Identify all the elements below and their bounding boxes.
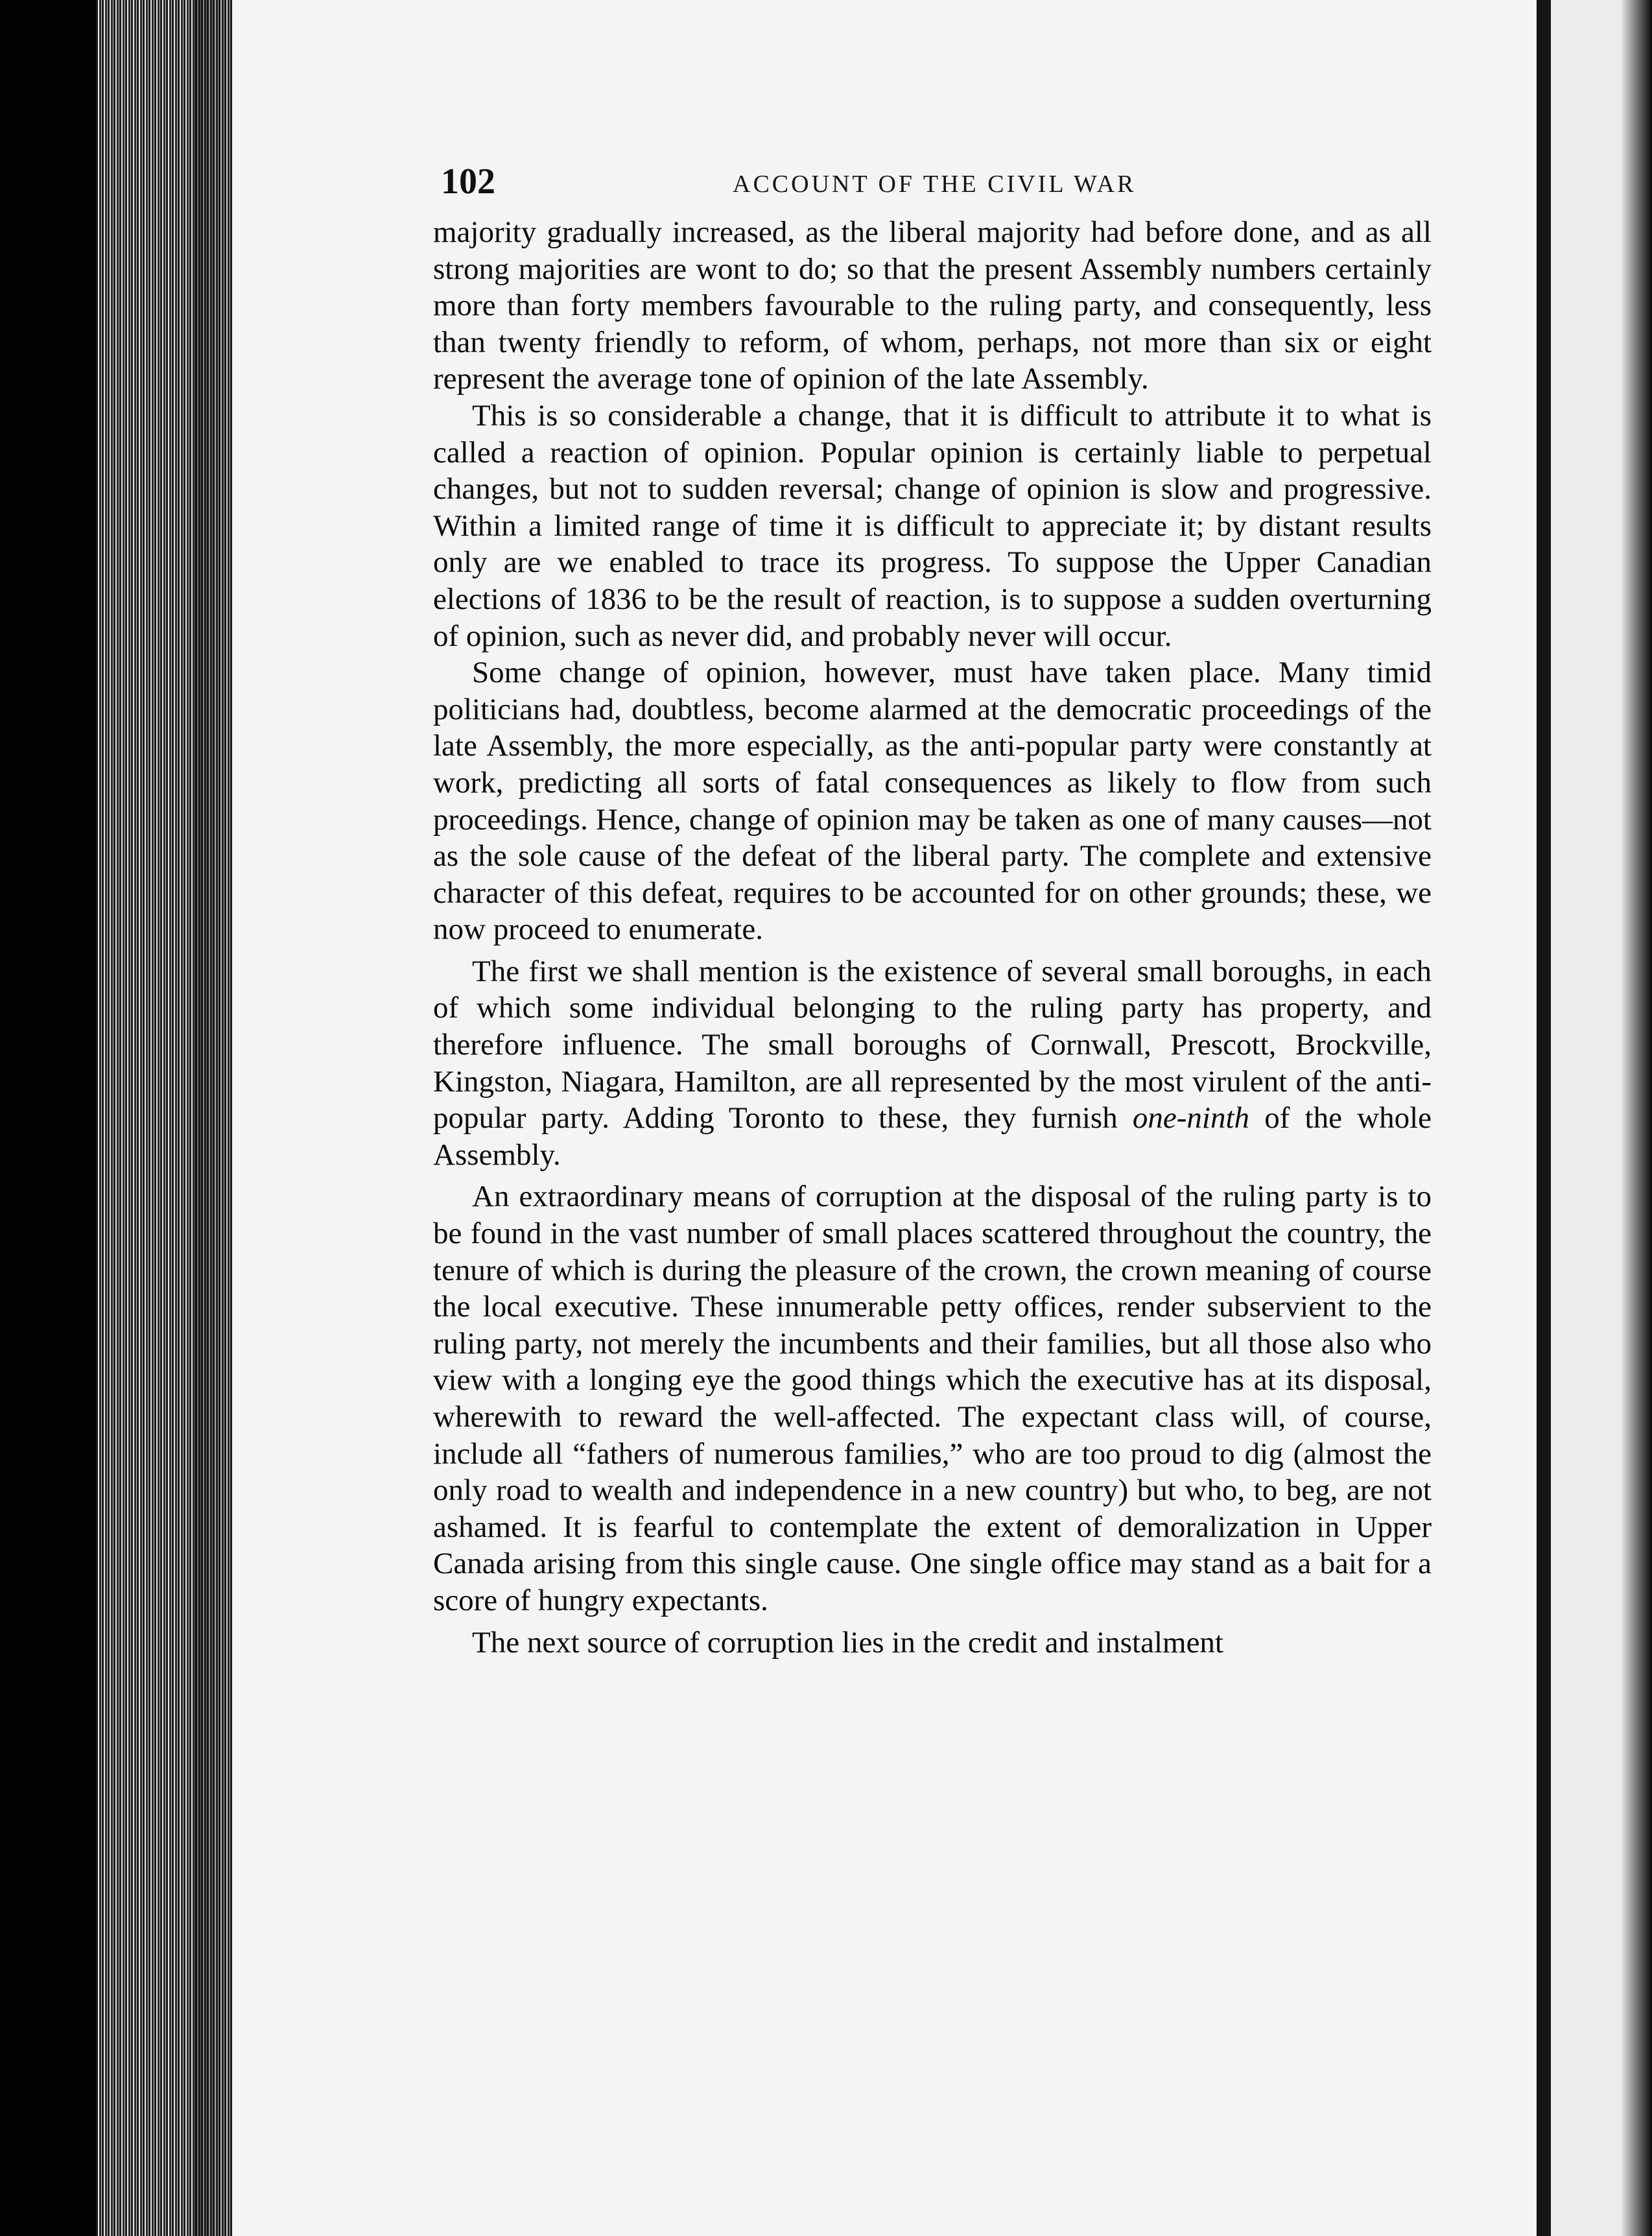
page-number: 102 [441, 161, 495, 202]
paragraph-4-italic: one-ninth [1132, 1101, 1250, 1136]
paragraph-1: majority gradually increased, as the liberal majority had before done, and as all strong majorities are wont to do; so that the present Assembly numbers certainly more than forty members favourable to the ruling party, and consequently, less than twenty friendly to reform, of whom, perhaps, not more than six or eight represent the average tone of opinion of the late Assembly. [433, 215, 1432, 396]
paragraph-5: An extraordinary means of corruption at the disposal of the ruling party is to be found in the vast number of small places scattered throughout the country, the tenure of which is during the pleasure of the crown, the crown meaning of course the local executive. These innumerable petty offices, render subservient to the ruling party, not merely the incumbents and their families, but all those also who view with a longing eye the good things which the executive has at its disposal, wherewith to reward the well-affected. The expectant class will, of course, include all “fathers of numerous families,” who are too proud to dig (almost the only road to wealth and independence in a new country) but who, to beg, are not ashamed. It is fearful to contemplate the extent of demoralization in Upper Canada arising from this single cause. One single office may stand as a bait for a score of hungry expectants. [433, 1180, 1432, 1617]
page-edge-shadow [195, 0, 233, 2236]
book-gutter [1537, 0, 1551, 2236]
facing-page-edge [1621, 0, 1652, 2236]
running-head: ACCOUNT OF THE CIVIL WAR [733, 171, 1137, 198]
paragraph-2: This is so considerable a change, that it is difficult to attribute it to what is called a reaction of opinion. Popular opinion is certainly liable to perpetual changes, but not to sudden reversal; change of opinion is slow and progressive. Within a limited range of time it is difficult to appreciate it; by distant results only are we enabled to trace its progress. To suppose the Upper Canadian elections of 1836 to be the result of reaction, is to suppose a sudden overturning of opinion, such as never did, and probably never will occur. [433, 398, 1432, 653]
paragraph-4-text: The first we shall mention is the existence of several small boroughs, in each of which some individual belonging to the ruling party has property, and therefore influence. The small boroughs of Cornwall, Prescott, Brockville, Kingston, Niagara, Hamilton, are all represented by the most virulent of the anti-popular party. Adding Toronto to these, they furnish [433, 954, 1432, 1136]
body-text [433, 214, 1432, 1661]
page-header [441, 161, 1433, 213]
paragraph-4 [433, 953, 1432, 1174]
paragraph-3: Some change of opinion, however, must have taken place. Many timid politicians had, doubtless, become alarmed at the democratic proceedings of the late Assembly, the more especially, as the anti-popular party were constantly at work, predicting all sorts of fatal consequences as likely to flow from such proceedings. Hence, change of opinion may be taken as one of many causes—not as the sole cause of the defeat of the liberal party. The complete and extensive character of this defeat, requires to be accounted for on other grounds; these, we now proceed to enumerate. [433, 656, 1432, 947]
scan-border-left [0, 0, 96, 2236]
paragraph-6: The next source of corruption lies in the credit and instalment [472, 1625, 1223, 1659]
paragraph-4-end: of the whole Assembly. [433, 1101, 1432, 1172]
